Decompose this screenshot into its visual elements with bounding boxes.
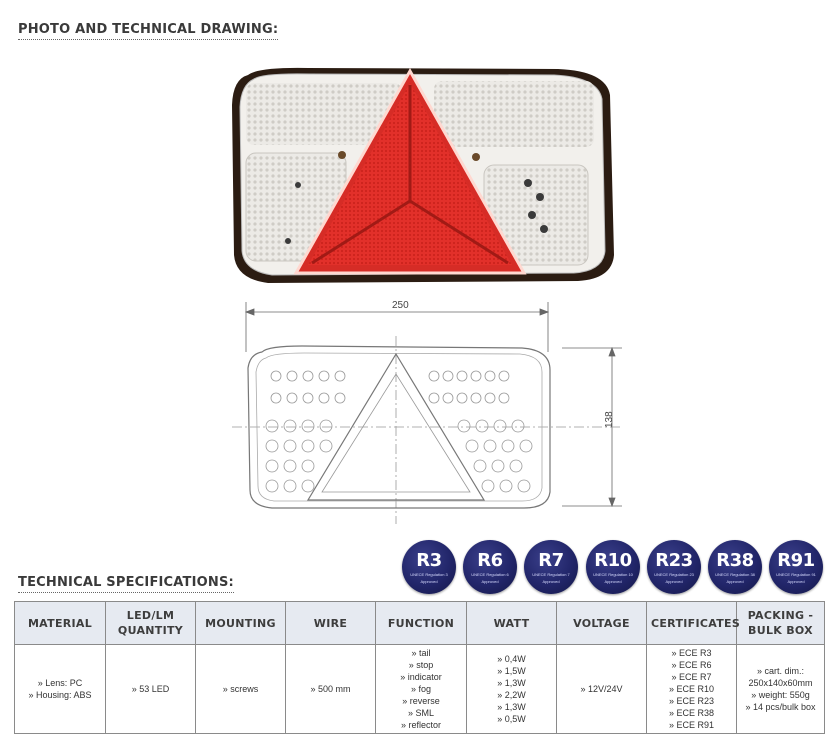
cell-certificates: » ECE R3 » ECE R6 » ECE R7 » ECE R10 » ECE R23 » ECE R38 » ECE R91 [647, 645, 737, 734]
product-photo [228, 65, 620, 287]
cell-led-quantity: » 53 LED [106, 645, 196, 734]
header-material: MATERIAL [15, 602, 106, 645]
technical-drawing [232, 296, 622, 528]
certification-badges [402, 540, 832, 596]
cell-watt: » 0,4W » 1,5W » 1,3W » 2,2W » 1,3W » 0,5W [467, 645, 557, 734]
badge-r38: R38 UNECE Regulation 38 Approved [708, 540, 762, 594]
header-wire: WIRE [286, 602, 376, 645]
header-mounting: MOUNTING [196, 602, 286, 645]
specifications-table [14, 601, 825, 734]
header-watt: WATT [467, 602, 557, 645]
width-dimension-label: 250 [392, 300, 409, 311]
header-led-quantity: LED/LM QUANTITY [106, 602, 196, 645]
header-packing: PACKING - BULK BOX [737, 602, 825, 645]
specifications-section-title: TECHNICAL SPECIFICATIONS: [18, 575, 234, 590]
cell-material: » Lens: PC » Housing: ABS [15, 645, 106, 734]
badge-r10: R10 UNECE Regulation 10 Approved [586, 540, 640, 594]
cell-packing: » cart. dim.: 250x140x60mm » weight: 550g » 14 pcs/bulk box [737, 645, 825, 734]
height-dimension-label: 138 [604, 411, 615, 428]
cell-function: » tail » stop » indicator » fog » reverse » SML » reflector [376, 645, 467, 734]
badge-r23: R23 UNECE Regulation 23 Approved [647, 540, 701, 594]
badge-r7: R7 UNECE Regulation 7 Approved [524, 540, 578, 594]
cell-mounting: » screws [196, 645, 286, 734]
badge-r91: R91 UNECE Regulation 91 Approved [769, 540, 823, 594]
cell-voltage: » 12V/24V [557, 645, 647, 734]
table-header-row [15, 602, 825, 645]
table-row [15, 645, 825, 734]
header-voltage: VOLTAGE [557, 602, 647, 645]
photo-section-title: PHOTO AND TECHNICAL DRAWING: [18, 22, 278, 37]
badge-r6: R6 UNECE Regulation 6 Approved [463, 540, 517, 594]
header-function: FUNCTION [376, 602, 467, 645]
cell-wire: » 500 mm [286, 645, 376, 734]
header-certificates: CERTIFICATES [647, 602, 737, 645]
badge-r3: R3 UNECE Regulation 3 Approved [402, 540, 456, 594]
